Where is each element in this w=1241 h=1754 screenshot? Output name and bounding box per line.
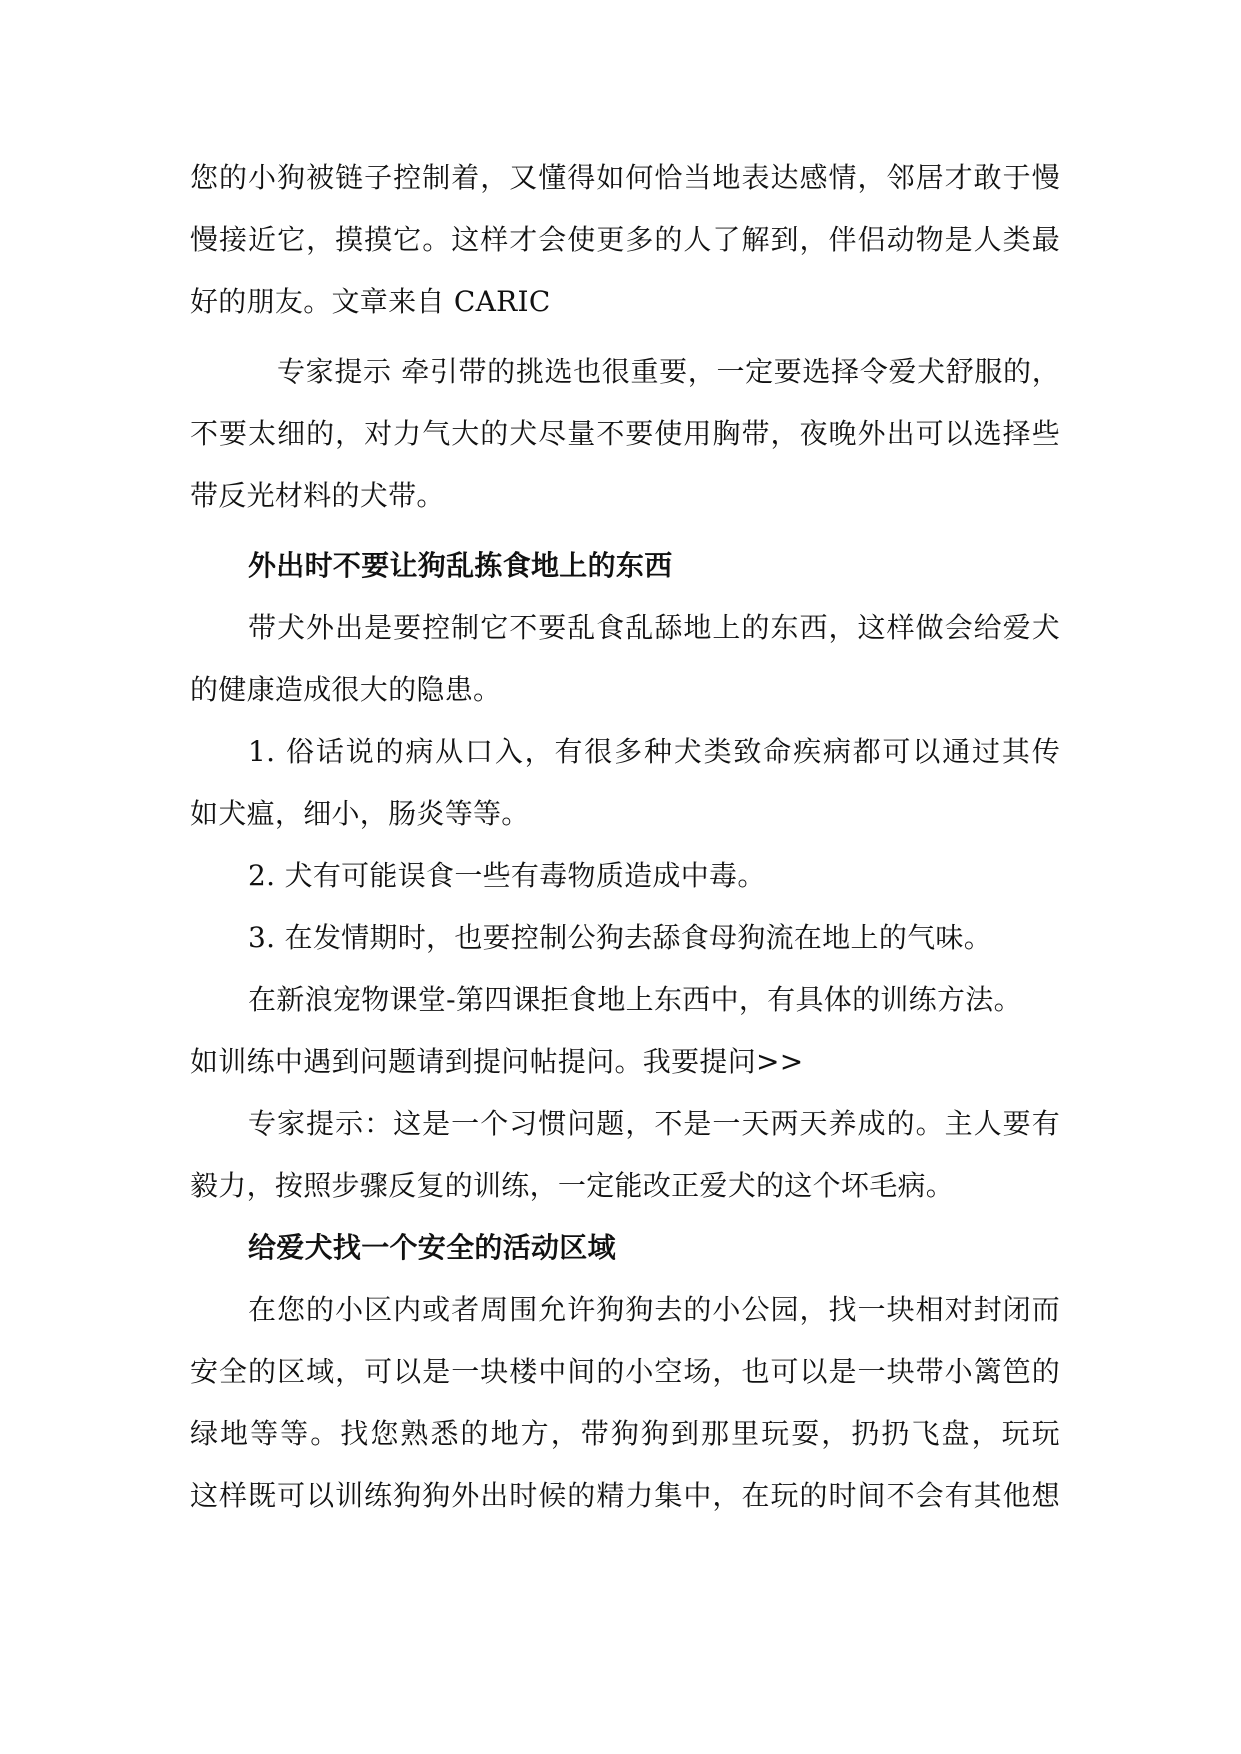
document-page — [190, 147, 1060, 1527]
expert-tip-line: 专家提示：这是一个习惯问题，不是一天两天养成的。主人要有 — [248, 1107, 1060, 1140]
paragraph-line: 这样既可以训练狗狗外出时候的精力集中，在玩的时间不会有其他想 — [190, 1479, 1060, 1512]
paragraph-line: 好的朋友。文章来自 CARIC — [190, 285, 551, 318]
list-item-line: 1. 俗话说的病从口入，有很多种犬类致命疾病都可以通过其传 — [248, 735, 1060, 768]
list-item: 3. 在发情期时，也要控制公狗去舔食母狗流在地上的气味。 — [248, 921, 993, 954]
paragraph-line: 的健康造成很大的隐患。 — [190, 673, 502, 706]
paragraph-line: 如训练中遇到问题请到提问帖提问。我要提问>> — [190, 1045, 804, 1078]
list-item: 2. 犬有可能误食一些有毒物质造成中毒。 — [248, 859, 766, 892]
expert-tip-line: 不要太细的，对力气大的犬尽量不要使用胸带，夜晚外出可以选择些 — [190, 417, 1060, 450]
expert-tip-line: 带反光材料的犬带。 — [190, 479, 445, 512]
paragraph-line: 安全的区域，可以是一块楼中间的小空场，也可以是一块带小篱笆的 — [190, 1355, 1060, 1388]
section-heading: 给爱犬找一个安全的活动区域 — [248, 1231, 616, 1264]
paragraph-line: 在您的小区内或者周围允许狗狗去的小公园，找一块相对封闭而 — [248, 1293, 1060, 1326]
paragraph-line: 绿地等等。找您熟悉的地方，带狗狗到那里玩耍，扔扔飞盘，玩玩 — [190, 1417, 1060, 1450]
section-heading: 外出时不要让狗乱拣食地上的东西 — [248, 549, 673, 582]
paragraph-line: 在新浪宠物课堂-第四课拒食地上东西中，有具体的训练方法。 — [248, 983, 1022, 1016]
expert-tip-line: 专家提示 牵引带的挑选也很重要，一定要选择令爱犬舒服的， — [277, 355, 1060, 388]
paragraph-line: 您的小狗被链子控制着，又懂得如何恰当地表达感情，邻居才敢于慢 — [190, 161, 1060, 194]
paragraph-line: 慢接近它，摸摸它。这样才会使更多的人了解到，伴侣动物是人类最 — [190, 223, 1060, 256]
paragraph-line: 带犬外出是要控制它不要乱食乱舔地上的东西，这样做会给爱犬 — [248, 611, 1060, 644]
list-item-line: 如犬瘟，细小，肠炎等等。 — [190, 797, 530, 830]
expert-tip-line: 毅力，按照步骤反复的训练，一定能改正爱犬的这个坏毛病。 — [190, 1169, 955, 1202]
